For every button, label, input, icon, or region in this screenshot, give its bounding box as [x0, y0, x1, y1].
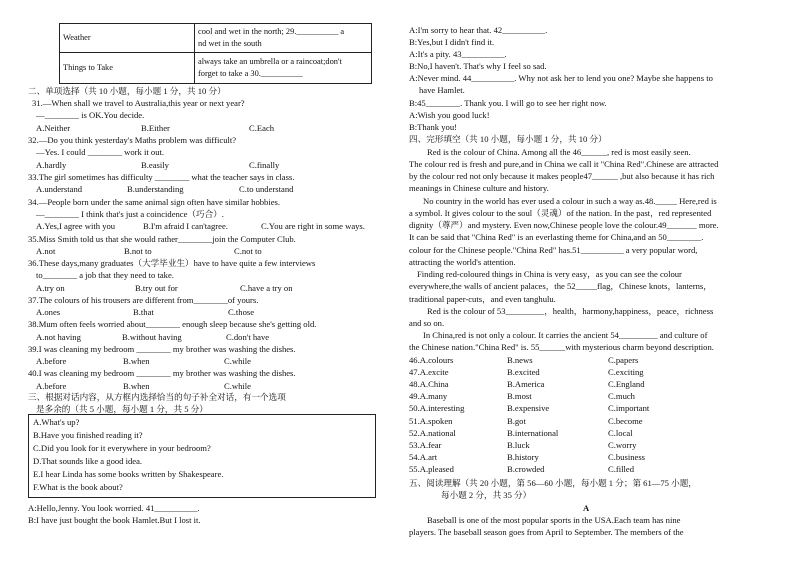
option-c: C.have a try on	[240, 283, 293, 293]
cloze-option: B.excited	[507, 367, 540, 378]
dialog-line: B:Yes,but I didn't find it.	[409, 37, 495, 47]
cloze-option: 54.A.art	[409, 451, 438, 462]
question-stem: 34.—People born under the same animal sign often have similar hobbies.	[28, 197, 281, 207]
info-table	[59, 23, 372, 84]
option-b: B.when	[123, 356, 150, 366]
cloze-option: B.news	[507, 355, 533, 365]
table-row	[60, 53, 372, 84]
question-stem: 37.The colours of his trousers are different from________of yours.	[28, 295, 259, 305]
option-c: C.while	[224, 381, 251, 391]
table-value-line: always take an umbrella or a raincoat;don't	[198, 57, 342, 66]
table-key-things: Things to Take	[60, 53, 195, 84]
option-b: B.without having	[122, 332, 182, 342]
option-b: B.when	[123, 381, 150, 391]
passage-line: Red is the colour of 53_________，health，harmony,happiness，peace，richness	[427, 306, 714, 316]
cloze-option: 52.A.national	[409, 427, 456, 438]
option-c: C.those	[228, 307, 255, 317]
cloze-option: B.most	[507, 391, 532, 402]
cloze-option: 46.A.colours	[409, 355, 454, 365]
passage-line: Finding red-coloured things in China is very easy，as you can see the colour	[417, 269, 682, 279]
option-b: B.try out for	[135, 283, 178, 293]
dialog-line: A:I'm sorry to hear that. 42__________.	[409, 25, 548, 35]
question-stem: 36.These days,many graduates（大学毕业生）have to have quite a few interviews	[28, 258, 316, 268]
question-stem: 39.I was cleaning my bedroom ________ my brother was washing the dishes.	[28, 344, 296, 354]
section-heading: 是多余的（共 5 小题，每小题 1 分，共 5 分）	[36, 404, 208, 414]
question-stem: 40.I was cleaning my bedroom ________ my brother was washing the dishes.	[28, 368, 296, 378]
table-key-weather: Weather	[60, 24, 195, 53]
cloze-option: C.local	[608, 427, 633, 438]
option-a: A.hardly	[36, 160, 67, 170]
question-stem: 31.—When shall we travel to Australia,this year or next year?	[32, 98, 245, 108]
passage-line: a symbol. It gives colour to the soul（灵魂）of the nation. In the past，red represented	[409, 208, 712, 218]
box-option: B.Have you finished reading it?	[33, 430, 143, 440]
cloze-option: 53.A.fear	[409, 439, 442, 450]
passage-line: The colour red is fresh and pure,and in China we call it "China Red".Chinese are attracted	[409, 159, 719, 169]
dialog-line: B:No,I haven't. That's why I feel so sad.	[409, 61, 547, 71]
table-value-line: nd wet in the south	[198, 39, 262, 48]
cloze-option: 49.A.many	[409, 391, 448, 402]
cloze-option: 48.A.China	[409, 379, 449, 390]
option-a: A.before	[36, 381, 67, 391]
option-c: C.to understand	[239, 184, 294, 194]
section-heading: 二、单项选择（共 10 小题，每小题 1 分，共 10 分）	[28, 86, 226, 96]
passage-line: No country in the world has ever used a colour in such a way as.48._____ Here,red is	[423, 196, 717, 206]
question-stem: 33.The girl sometimes has difficulty ________ what the teacher says in class.	[28, 172, 295, 182]
passage-line: everywhere,the walls of ancient palaces，the 52_____flag，Chinese knots，lanterns，	[409, 281, 712, 291]
passage-letter: A	[583, 503, 590, 513]
option-a: A.not having	[36, 332, 81, 342]
option-c: C.while	[224, 356, 251, 366]
box-option: E.I hear Linda has some books written by Shakespeare.	[33, 469, 224, 479]
option-b: B.I'm afraid I can'tagree.	[143, 221, 228, 231]
box-option: C.Did you look for it everywhere in your bedroom?	[33, 443, 211, 453]
table-value-weather	[195, 24, 372, 53]
question-stem: 38.Mum often feels worried about________ enough sleep because she's getting old.	[28, 319, 317, 329]
cloze-option: C.much	[608, 391, 635, 402]
passage-line: dignity（尊严）and mystery. Even now,Chinese people love the colour.49_______ more.	[409, 220, 719, 230]
passage-line: meanings in Chinese culture and history.	[409, 183, 549, 193]
option-b: B.easily	[141, 160, 169, 170]
dialog-line: A:It's a pity. 43__________.	[409, 49, 507, 59]
cloze-option: B.America	[507, 379, 545, 390]
question-stem: to________ a job that they need to take.	[36, 270, 174, 280]
cloze-option: B.luck	[507, 439, 530, 450]
dialog-line: B:45________. Thank you. I will go to see her right now.	[409, 98, 607, 108]
cloze-option: 55.A.pleased	[409, 463, 454, 474]
passage-line: the Chinese nation."China Red" is. 55______with mysterious charm beyond description.	[409, 342, 714, 352]
passage-line: by the colour red not only because it makes people47______ ,but also because it has rich	[409, 171, 715, 181]
cloze-option: C.England	[608, 379, 645, 390]
passage-line: players. The baseball season goes from April to September. The members of the	[409, 527, 684, 537]
option-c: C.finally	[249, 160, 280, 170]
question-stem: —________ is OK.You decide.	[36, 110, 145, 120]
cloze-option: C.exciting	[608, 367, 644, 378]
passage-line: Red is the colour of China. Among all the 46______, red is most easily seen.	[427, 147, 691, 157]
passage-line: traditional paper-cuts，and even tanghulu.	[409, 294, 556, 304]
section-heading: 每小题 2 分，共 35 分）	[441, 490, 532, 500]
passage-line: Baseball is one of the most popular sports in the USA.Each team has nine	[427, 515, 681, 525]
option-a: A.try on	[36, 283, 65, 293]
table-row	[60, 24, 372, 53]
dialog-line: B:I have just bought the book Hamlet.But I lost it.	[28, 515, 201, 525]
cloze-option: C.business	[608, 451, 646, 462]
option-a: A.Neither	[36, 123, 71, 133]
cloze-option: 51.A.spoken	[409, 415, 453, 426]
option-c: C.You are right in some ways.	[261, 221, 365, 231]
option-a: A.not	[36, 246, 56, 256]
cloze-option: B.crowded	[507, 463, 545, 474]
question-stem: 32.—Do you think yesterday's Maths problem was difficult?	[28, 135, 237, 145]
table-value-things	[195, 53, 372, 84]
box-option: D.That sounds like a good idea.	[33, 456, 143, 466]
passage-line: and so on.	[409, 318, 445, 328]
passage-line: attracting the world's attention.	[409, 257, 516, 267]
question-stem: —Yes. I could ________ work it out.	[36, 147, 165, 157]
cloze-option: B.got	[507, 415, 526, 426]
cloze-option: C.papers	[608, 355, 639, 365]
section-heading: 五、阅读理解（共 20 小题，第 56—60 小题，每小题 1 分；第 61—75 小题，	[409, 478, 697, 488]
cloze-option: B.international	[507, 427, 559, 438]
option-b: B.not to	[124, 246, 152, 256]
cloze-option: C.worry	[608, 439, 637, 450]
cloze-option: C.important	[608, 403, 650, 414]
option-c: C.Each	[249, 123, 275, 133]
cloze-option: C.filled	[608, 463, 635, 474]
passage-line: It can be said that "China Red" is an everlasting theme for China,and an 50________.	[409, 232, 704, 242]
dialog-line: have Hamlet.	[419, 85, 465, 95]
option-b: B.Either	[141, 123, 170, 133]
options-box	[28, 414, 376, 498]
question-stem: 35.Miss Smith told us that she would rather________join the Computer Club.	[28, 234, 296, 244]
cloze-option: 47.A.excite	[409, 367, 449, 378]
dialog-line: A:Wish you good luck!	[409, 110, 490, 120]
section-heading: 四、完形填空（共 10 小题，每小题 1 分，共 10 分）	[409, 134, 607, 144]
box-option: F.What is the book about?	[33, 482, 123, 492]
cloze-option: B.history	[507, 451, 539, 462]
dialog-line: A:Never mind. 44__________. Why not ask her to lend you one? Maybe she happens to	[409, 73, 713, 83]
passage-line: colour for the Chinese people."China Red" has.51__________ a very popular word,	[409, 245, 698, 255]
option-c: C.not to	[234, 246, 262, 256]
cloze-option: B.expensive	[507, 403, 550, 414]
option-b: B.that	[133, 307, 154, 317]
table-value-line: cool and wet in the north; 29.__________ a	[198, 27, 345, 36]
option-c: C.don't have	[226, 332, 270, 342]
cloze-option: C.become	[608, 415, 643, 426]
option-a: A.ones	[36, 307, 61, 317]
option-b: B.understanding	[127, 184, 184, 194]
table-value-line: forget to take a 30.__________	[198, 69, 303, 78]
option-a: A.understand	[36, 184, 83, 194]
cloze-option: 50.A.interesting	[409, 403, 465, 414]
question-stem: —________ I think that's just a coincidence（巧合）.	[36, 209, 224, 219]
passage-line: In China,red is not only a colour. It carries the ancient 54_________ and culture of	[423, 330, 708, 340]
option-a: A.before	[36, 356, 67, 366]
dialog-line: A:Hello,Jenny. You look worried. 41__________.	[28, 503, 200, 513]
option-a: A.Yes,I agree with you	[36, 221, 116, 231]
dialog-line: B:Thank you!	[409, 122, 457, 132]
box-option: A.What's up?	[33, 417, 80, 427]
section-heading: 三、根据对话内容，从方框内选择恰当的句子补全对话，有一个选项	[28, 392, 286, 402]
